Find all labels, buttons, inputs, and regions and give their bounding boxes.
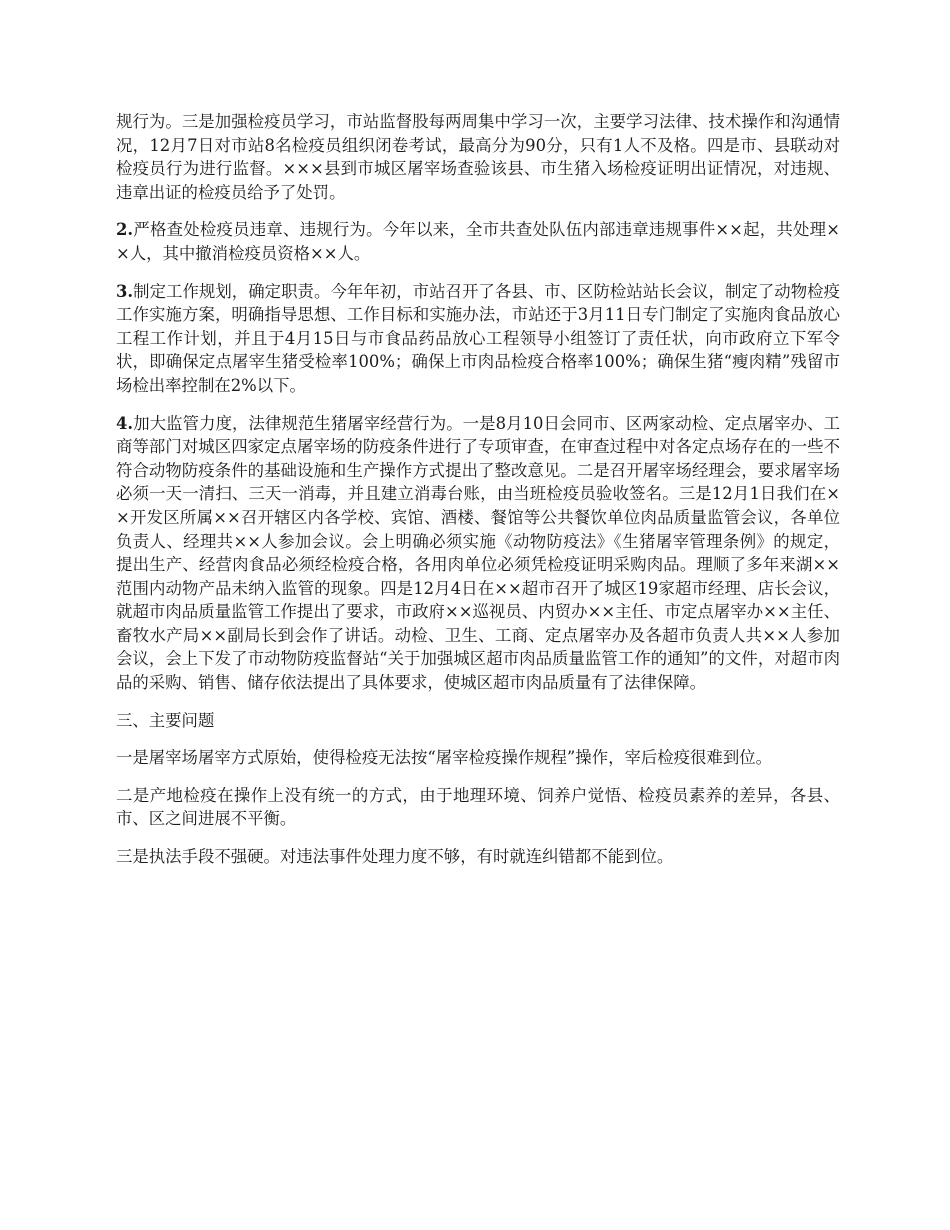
document-body [116, 110, 840, 883]
problem-item-3: 三是执法手段不强硬。对违法事件处理力度不够，有时就连纠错都不能到位。 [116, 847, 674, 867]
paragraph-number: 2. [116, 220, 134, 240]
paragraph-number: 3. [116, 281, 134, 301]
paragraph-item-3 [116, 280, 840, 398]
paragraph-text: 制定工作规划，确定职责。今年年初，市站召开了各县、市、区防检站站长会议，制定了动物检疫工作实施方案，明确指导思想、工作目标和实施办法，市站还于3月11日专门制定了实施肉食品放心工程工作计划，并且于4月15日与市食品药品放心工程领导小组签订了责任状，向市政府立下军令状，即确保定点屠宰生猪受检率100%；确保上市肉品检疫合格率100%；确保生猪“瘦肉精”残留市场检出率控制在2%以下。 [116, 281, 840, 395]
paragraph-item-2 [116, 218, 840, 265]
paragraph-continuation [116, 110, 840, 204]
problem-item-2: 二是产地检疫在操作上没有统一的方式，由于地理环境、饲养户觉悟、检疫员素养的差异，各县、市、区之间进展不平衡。 [116, 785, 840, 829]
paragraph-text: 规行为。三是加强检疫员学习，市站监督股每两周集中学习一次，主要学习法律、技术操作和沟通情况，12月7日对市站8名检疫员组织闭卷考试，最高分为90分，只有1人不及格。四是市、县联动对检疫员行为进行监督。×××县到市城区屠宰场查验该县、市生猪入场检疫证明出证情况，对违规、违章出证的检疫员给予了处罚。 [116, 112, 840, 202]
paragraph-text: 严格查处检疫员违章、违规行为。今年以来，全市共查处队伍内部违章违规事件××起，共处理××人，其中撤消检疫员资格××人。 [116, 220, 840, 263]
paragraph-item-4 [116, 412, 840, 695]
paragraph-text: 加大监管力度，法律规范生猪屠宰经营行为。一是8月10日会同市、区两家动检、定点屠宰办、工商等部门对城区四家定点屠宰场的防疫条件进行了专项审查，在审查过程中对各定点场存在的一些不符合动物防疫条件的基础设施和生产操作方式提出了整改意见。二是召开屠宰场经理会，要求屠宰场必须一天一清扫、三天一消毒，并且建立消毒台账，由当班检疫员验收签名。三是12月1日我们在××开发区所属××召开辖区内各学校、宾馆、酒楼、餐馆等公共餐饮单位肉品质量监管会议，各单位负责人、经理共××人参加会议。会上明确必须实施《动物防疫法》《生猪屠宰管理条例》的规定，提出生产、经营肉食品必须经检疫合格，各用肉单位必须凭检疫证明采购肉品。理顺了多年来湖××范围内动物产品未纳入监管的现象。四是12月4日在××超市召开了城区19家超市经理、店长会议，就超市肉品质量监管工作提出了要求，市政府××巡视员、内贸办××主任、市定点屠宰办××主任、畜牧水产局××副局长到会作了讲话。动检、卫生、工商、定点屠宰办及各超市负责人共××人参加会议，会上下发了市动物防疫监督站“关于加强城区超市肉品质量监管工作的通知”的文件，对超市肉品的采购、销售、储存依法提出了具体要求，使城区超市肉品质量有了法律保障。 [116, 413, 840, 693]
paragraph-number: 4. [116, 413, 134, 433]
problem-item-1: 一是屠宰场屠宰方式原始，使得检疫无法按“屠宰检疫操作规程”操作，宰后检疫很难到位。 [116, 748, 772, 768]
section-heading: 三、主要问题 [116, 710, 215, 730]
